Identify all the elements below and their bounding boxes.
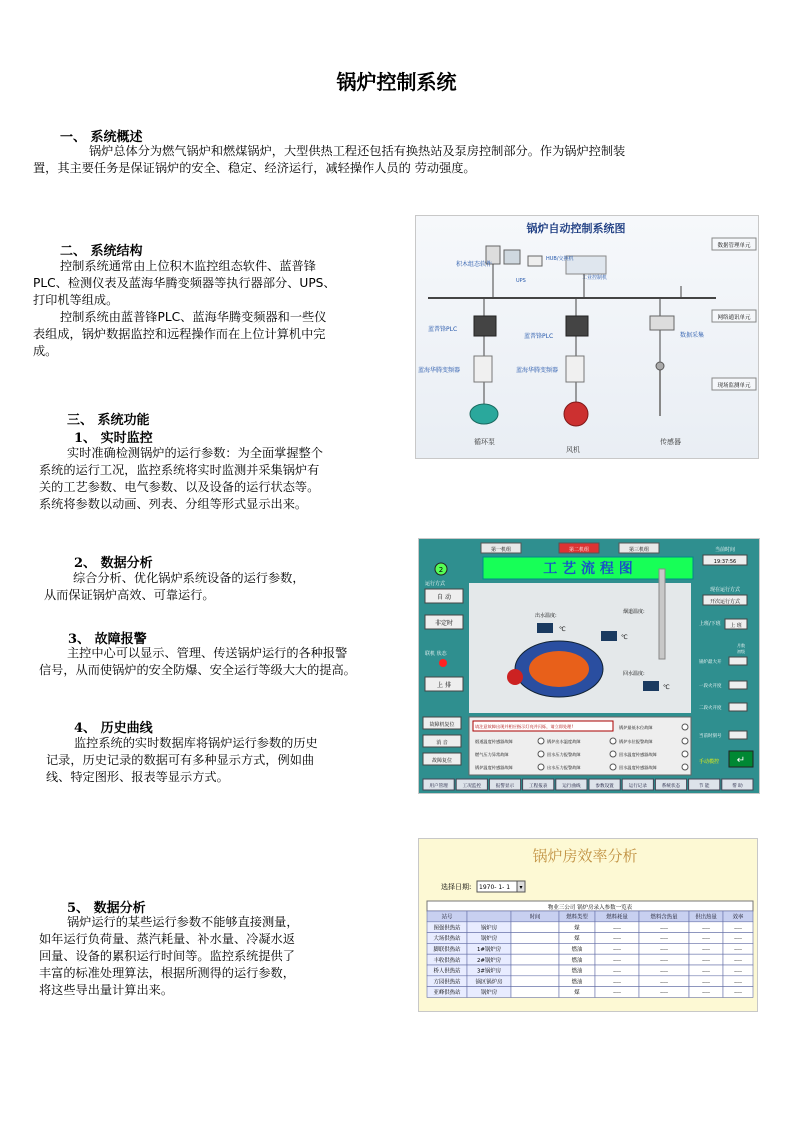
bottom-tab-label: 运行记录	[628, 784, 647, 789]
temp-unit: ℃	[663, 684, 670, 691]
text-line: 系统将参数以动画、列表、分组等形式显示出来。	[39, 497, 308, 511]
table-cell-text: ----	[702, 936, 710, 943]
label-vfd1: 蓝海华腾变频器	[418, 367, 461, 374]
table-cell-text: ----	[702, 990, 710, 997]
table-cell-text: 2#锅炉房	[476, 957, 502, 964]
table-cell-text: ----	[660, 957, 668, 964]
bottom-tab-label: 工程报表	[529, 784, 548, 789]
table-cell-text: ----	[613, 957, 621, 964]
table-title: 物业三公司 锅炉房录入参数一览表	[547, 905, 633, 911]
table-cell-text: 燃料类型	[566, 914, 588, 921]
alarm-btn-label: 消 音	[436, 740, 448, 746]
side-label: 二段火开度	[699, 706, 722, 711]
table-cell-text: 燃料含热量	[650, 914, 678, 921]
fig1-title: 锅炉自动控制系统图	[526, 222, 626, 235]
up-label: 上 排	[437, 682, 451, 689]
r-mode-label: 现在运行方式	[709, 587, 741, 593]
table-cell-text: ----	[734, 990, 742, 997]
table-cell-text: 燃油	[571, 979, 583, 986]
table-cell-text: 锅炉房	[480, 925, 498, 932]
text-line: 锅炉运行的某些运行参数不能够直接测量，	[67, 915, 299, 929]
side-value-box	[729, 681, 747, 689]
plc-icon	[566, 316, 588, 336]
table-cell-text: 锅区锅炉房	[475, 979, 503, 986]
temp-out-label: 出水温度:	[535, 613, 557, 619]
table-cell	[467, 911, 511, 922]
table-cell	[511, 922, 559, 933]
table-cell-text: 方园供热站	[433, 979, 461, 986]
label-fan: 风机	[566, 446, 580, 454]
label-unit-net: 网络通讯单元	[717, 315, 751, 321]
text-line: 成。	[33, 344, 58, 358]
table-cell	[511, 987, 559, 998]
label-unit-field: 现场监测单元	[717, 383, 751, 389]
table-cell-text: 锅炉房	[480, 936, 498, 943]
text-line: 控制系统通常由上位积木监控组态软件、蓝普锋	[60, 259, 316, 273]
text-line: 线、特定图形、报表等显示方式。	[46, 770, 229, 784]
table-row	[427, 976, 753, 987]
flow-title: 工 艺 流 程 图	[543, 561, 633, 577]
label-workstation: 工业控制机	[582, 275, 608, 281]
table-cell-text: 亚峰供热站	[433, 990, 461, 997]
tab-label: 第三机组	[628, 547, 650, 553]
table-cell-text: 大场供热站	[433, 936, 461, 943]
table-row	[427, 954, 753, 965]
table-cell	[511, 965, 559, 976]
text-line: PLC、检测仪表及蓝海华腾变频器等执行器部分、UPS、	[33, 276, 336, 290]
text-line: 记录，历史记录的数据可有多种显示方式，例如曲	[46, 753, 315, 767]
paragraph-overview	[33, 143, 625, 177]
alarm-item: 回水温度传感器故障	[619, 765, 657, 770]
status-label: 联机 状态	[425, 651, 447, 657]
time-value: 19:37:56	[713, 559, 737, 565]
table-header	[427, 911, 753, 922]
alarm-item: 出水压力报警故障	[547, 765, 581, 770]
table-cell-text: ----	[702, 979, 710, 986]
table-cell-text: ----	[613, 947, 621, 953]
text-line: 信号，从而使锅炉的安全防爆、安全运行等级大大的提高。	[39, 663, 356, 677]
table-cell-text: ----	[660, 936, 668, 943]
alarm-item: 锅炉出水温度故障	[547, 739, 581, 744]
manual-label: 手动模控	[698, 759, 720, 765]
table-cell-text: ----	[734, 979, 742, 986]
table-cell-text: ----	[734, 925, 742, 932]
alarm-item: 回水温度传感器故障	[619, 752, 657, 757]
heading-alarm: 3、 故障报警	[68, 632, 147, 647]
system-diagram-figure	[415, 215, 759, 459]
table-cell-text: 燃油	[571, 957, 583, 964]
table-cell-text: ----	[734, 936, 742, 943]
temp-return-label: 回水温度:	[623, 671, 645, 677]
period-label: 上班/下班	[699, 621, 721, 627]
text-line: 综合分析、优化锅炉系统设备的运行参数，	[73, 571, 305, 585]
page-title: 锅炉控制系统	[336, 70, 457, 94]
paragraph-alarm	[39, 645, 356, 679]
table-cell-text: ----	[734, 947, 742, 953]
side-label: 锅炉最大开	[699, 660, 722, 665]
table-row	[427, 987, 753, 998]
temp-smoke-label: 烟道温度:	[623, 609, 645, 615]
bottom-tab-label: 参数设置	[595, 784, 614, 789]
heading-overview: 一、 系统概述	[60, 130, 143, 145]
vfd-icon	[474, 356, 492, 382]
return-arrow-icon: ↵	[736, 755, 746, 766]
time-label: 当前时间	[714, 547, 736, 553]
alarm-btn-label: 故障机复位	[429, 722, 455, 728]
monitor-icon	[504, 250, 520, 264]
date-value: 1970- 1- 1	[479, 884, 511, 891]
text-line: 将这些导出量计算出来。	[39, 983, 174, 997]
heading-structure: 二、 系统结构	[60, 244, 143, 259]
alarm-item: 回水压力报警故障	[547, 752, 581, 757]
bottom-tab-label: 报警显示	[495, 784, 515, 789]
table-cell-text: 时间	[529, 914, 541, 921]
mode-value: 自 动	[437, 594, 451, 601]
plc-icon	[474, 316, 496, 336]
table-cell-text: 锅炉房	[480, 990, 498, 997]
chimney-icon	[659, 569, 665, 659]
table-cell-text: 站号	[441, 914, 453, 921]
table-cell	[511, 954, 559, 965]
temp-return-display	[643, 681, 659, 691]
chevron-down-icon: ▾	[519, 884, 523, 891]
mode-label: 运行方式	[425, 581, 446, 587]
heading-analysis: 2、 数据分析	[74, 556, 153, 571]
flame-icon	[529, 651, 589, 687]
table-cell-text: ----	[613, 979, 621, 986]
label-plc1: 蓝普锋PLC	[428, 326, 458, 333]
side-value-box	[729, 731, 747, 739]
efficiency-analysis-figure	[418, 838, 758, 1012]
text-line: 锅炉总体分为燃气锅炉和燃煤锅炉，大型供热工程还包括有换热站及泵房控制部分。作为锅炉控制装	[89, 144, 626, 158]
table-cell-text: 燃油	[571, 947, 583, 953]
text-line: 监控系统的实时数据库将锅炉运行参数的历史	[74, 736, 318, 750]
r-mode-value: 开次运行方式	[709, 599, 741, 605]
side-label: 当前时刻号	[699, 734, 722, 739]
alarm-item: 锅炉最低水位故障	[619, 725, 653, 730]
alarm-message: 请注意故障出现并相应指示灯亮并闪烁，请立即处理!	[475, 724, 573, 729]
paragraph-realtime	[39, 445, 323, 513]
printer-icon	[528, 256, 542, 266]
table-row	[427, 943, 753, 954]
text-line: 回量、设备的累积运行时间等。监控系统提供了	[39, 949, 295, 963]
table-cell-text: 1#锅炉房	[476, 947, 502, 953]
side-label: 一段火开度	[699, 684, 722, 689]
table-cell-text: ----	[660, 968, 668, 975]
date-label: 选择日期:	[441, 883, 472, 891]
side-label: 月数	[737, 643, 745, 648]
label-software: 积木组态软件	[456, 261, 493, 268]
label-unit-data: 数据管理单元	[717, 243, 751, 249]
text-line: 丰富的标准处理算法，根据所测得的运行参数，	[39, 966, 295, 980]
temp-out-display	[537, 623, 553, 633]
fig3-title: 锅炉房效率分析	[532, 847, 638, 865]
vfd-icon	[566, 356, 584, 382]
table-cell-text: 燃料耗量	[606, 914, 628, 921]
table-cell-text: 效率	[732, 914, 744, 921]
bottom-tab-label: 工况监控	[462, 784, 481, 789]
table-cell-text: ----	[734, 957, 742, 964]
table-cell-text: 煤	[574, 990, 580, 997]
nonfixed-label: 非定时	[434, 620, 454, 627]
label-pump: 循环泵	[474, 438, 495, 446]
heading-functions: 三、 系统功能	[67, 413, 150, 428]
burner-icon	[507, 669, 523, 685]
text-line: 如年运行负荷量、蒸汽耗量、补水量、冷凝水返	[39, 932, 295, 946]
label-sensor: 传感器	[660, 438, 681, 446]
heading-data-analysis: 5、 数据分析	[67, 901, 146, 916]
table-cell-text: ----	[702, 925, 710, 932]
side-value-box	[729, 657, 747, 665]
heading-realtime: 1、 实时监控	[74, 431, 153, 446]
alarm-item: 烟道温度传感器故障	[475, 739, 513, 744]
table-cell-text: ----	[702, 947, 710, 953]
heading-history: 4、 历史曲线	[74, 721, 153, 736]
paragraph-history	[46, 735, 318, 786]
table-cell-text: ----	[702, 968, 710, 975]
side-value-box	[729, 703, 747, 711]
pump-icon	[470, 404, 498, 424]
table-cell-text: 供出热量	[695, 914, 717, 921]
alarm-btn-label: 故障复位	[431, 758, 453, 764]
table-cell	[511, 943, 559, 954]
collector-icon	[650, 316, 674, 330]
table-cell-text: ----	[702, 957, 710, 964]
label-collect: 数据采集	[680, 332, 705, 339]
paragraph-data-analysis	[39, 914, 299, 999]
tab-label: 第二机组	[568, 547, 590, 553]
table-cell-text: ----	[613, 990, 621, 997]
table-cell-text: ----	[660, 925, 668, 932]
bottom-tab-label: 运行曲线	[562, 784, 581, 789]
alarm-item: 燃气压力异常故障	[475, 752, 509, 757]
table-cell-text: ----	[613, 925, 621, 932]
bottom-tab-label: 用户管理	[429, 784, 448, 789]
table-cell-text: 煤	[574, 936, 580, 943]
text-line: 控制系统由蓝普锋PLC、蓝海华腾变频器和一些仪	[60, 310, 327, 324]
tab-label: 第一机组	[490, 547, 512, 553]
temp-smoke-display	[601, 631, 617, 641]
table-cell-text: ----	[613, 936, 621, 943]
table-cell-text: ----	[660, 990, 668, 997]
alarm-item: 锅炉温度传感器故障	[475, 765, 513, 770]
text-line: 表组成，锅炉数据监控和远程操作而在上位计算机中完	[33, 327, 326, 341]
table-cell-text: 脚联供热站	[433, 947, 461, 953]
text-line: 实时准确检测锅炉的运行参数：为全面掌握整个	[67, 446, 323, 460]
table-row	[427, 965, 753, 976]
label-plc2: 蓝普锋PLC	[524, 333, 554, 340]
status-indicator	[439, 659, 447, 667]
label-vfd2: 蓝海华腾变频器	[516, 367, 559, 374]
table-cell-text: ----	[734, 968, 742, 975]
table-cell-text: 3#锅炉房	[476, 968, 502, 975]
alarm-item: 锅炉水位报警故障	[619, 739, 653, 744]
badge-value: 2	[438, 566, 444, 574]
table-row	[427, 933, 753, 944]
temp-unit: ℃	[621, 634, 628, 641]
fan-icon	[564, 402, 588, 426]
text-line: 从而保证锅炉高效、可靠运行。	[44, 588, 215, 602]
paragraph-structure	[33, 258, 336, 360]
table-cell-text: 丰收供热站	[433, 957, 461, 964]
table-row	[427, 922, 753, 933]
table-cell-text: ----	[660, 947, 668, 953]
process-flow-figure	[418, 538, 760, 794]
label-hub: HUB/交换机	[546, 256, 574, 262]
table-cell-text: 煤	[574, 925, 580, 932]
temp-unit: ℃	[559, 626, 566, 633]
period-value: 上 班	[730, 623, 742, 629]
side-label: 初级	[737, 649, 745, 654]
table-cell-text: 图强供热站	[433, 925, 461, 932]
bottom-tab-label: 帮 助	[732, 784, 743, 789]
bottom-tab-label: 系统状态	[661, 784, 681, 789]
text-line: 关的工艺参数、电气参数、以及设备的运行状态等。	[39, 480, 320, 494]
table-cell	[511, 933, 559, 944]
text-line: 系统的运行工况，监控系统将实时监测并采集锅炉有	[39, 463, 320, 477]
table-cell-text: ----	[613, 968, 621, 975]
paragraph-analysis	[44, 570, 305, 604]
bottom-tab-label: 节 能	[698, 784, 710, 789]
text-line: 打印机等组成。	[33, 293, 119, 307]
label-ups: UPS	[516, 278, 526, 284]
table-cell	[511, 976, 559, 987]
text-line: 主控中心可以显示、管理、传送锅炉运行的各种报警	[67, 646, 348, 660]
table-cell-text: 桥人供热站	[433, 968, 461, 975]
table-cell-text: 燃油	[571, 968, 583, 975]
text-line: 置，其主要任务是保证锅炉的安全、稳定、经济运行，减轻操作人员的 劳动强度。	[33, 161, 476, 175]
table-cell-text: ----	[660, 979, 668, 986]
